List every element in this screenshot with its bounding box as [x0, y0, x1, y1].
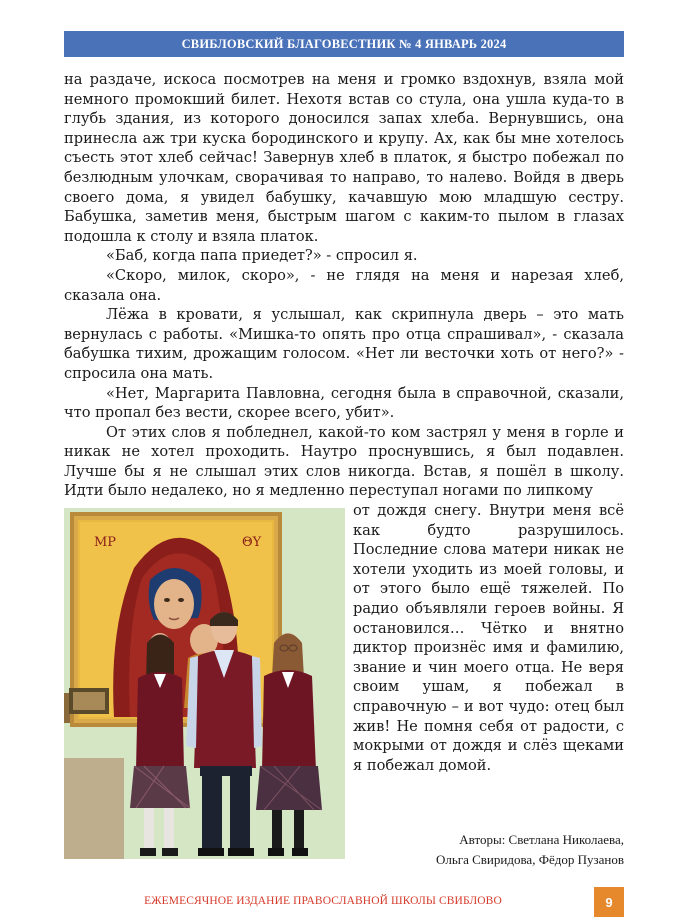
icon-letters-left: MP: [94, 535, 117, 551]
page-number-badge: [594, 887, 624, 917]
article-paragraph: «Скоро, милок, скоро», - не глядя на меня и нарезая хлеб, сказала она.: [64, 266, 624, 304]
article-paragraph: на раздаче, искоса посмотрев на меня и громко вздохнув, взяла мой немного промокший билет. Нехотя встав со стула, она ушла куда-то в глубь здания, из которого доносился запах хлеба. Вернувшись, она принесла аж три куска бородинского и крупу. Ах, как бы мне хотелось съесть этот хлеб сейчас! Завернув хлеб в платок, я быстро побежал по безлюдным улочкам, сворачивая то направо, то налево. Войдя в дверь своего дома, я увидел бабушку, качавшую мою младшую сестру. Бабушка, заметив меня, быстрым шагом с каким-то пылом в глазах подошла к столу и взяла платок.: [64, 71, 624, 245]
authors-line-2: Ольга Свиридова, Фёдор Пузанов: [435, 852, 624, 867]
authors-credit: [436, 830, 624, 870]
article-paragraph: «Баб, когда папа приедет?» - спросил я.: [106, 247, 418, 265]
footer-title: ЕЖЕМЕСЯЧНОЕ ИЗДАНИЕ ПРАВОСЛАВНОЙ ШКОЛЫ СВИБЛОВО: [144, 895, 502, 907]
article-paragraph: От этих слов я побледнел, какой-то ком застрял у меня в горле и никак не хотел проходить. Наутро проснувшись, я был подавлен. Лучше бы я не слышал этих слов никогда. Встав, я пошёл в школу. Идти было недалеко, но я медленно переступал ногами по липкому: [64, 423, 624, 500]
article-body: [64, 70, 624, 861]
page-number: 9: [605, 894, 613, 910]
page-header: [64, 31, 624, 57]
article-paragraph: от дождя снегу. Внутри меня всё как будто разрушилось. Последние слова матери никак не хотели уходить из моей головы, и от этого было ещё тяжелей. По радио объявляли героев войны. Я остановился… Чётко и внятно диктор произнёс имя и фамилию, звание и чин моего отца. Не веря своим ушам, я побежал в справочную – и вот чудо: отец был жив! Не помня себя от радости, с мокрыми от дождя и слёз щеками я побежал домой.: [353, 502, 624, 774]
authors-line-1: Авторы: Светлана Николаева,: [459, 832, 624, 847]
photo-students-icon: [64, 508, 345, 859]
article-paragraph: «Нет, Маргарита Павловна, сегодня была в справочной, сказали, что пропал без вести, скорее всего, убит».: [64, 384, 624, 422]
article-paragraph: Лёжа в кровати, я услышал, как скрипнула дверь – это мать вернулась с работы. «Мишка-то опять про отца спрашивал», - сказала бабушка тихим, дрожащим голосом. «Нет ли весточки хоть от него?» - спросила она мать.: [64, 306, 624, 382]
header-title: СВИБЛОВСКИЙ БЛАГОВЕСТНИК № 4 ЯНВАРЬ 2024: [181, 36, 507, 51]
icon-letters-right: ΘΥ: [242, 535, 262, 551]
page-footer: [64, 887, 624, 917]
